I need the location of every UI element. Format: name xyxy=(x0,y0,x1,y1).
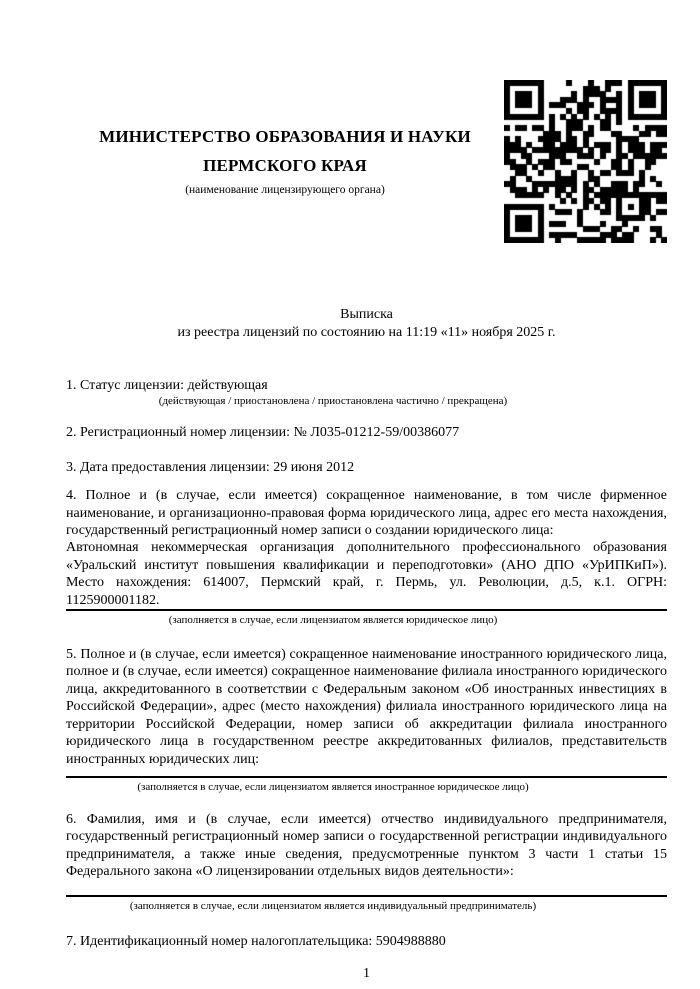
field-registration-number: 2. Регистрационный номер лицензии: № Л035-01212-59/00386077 xyxy=(66,425,460,441)
field-legal-entity-value: Автономная некоммерческая организация дополнительного профессионального образования «Уральский институт повышения квалификации и переподготовки» (АНО ДПО «УрИПКиП»). Место нахождения: 614007, Пермский край, г. Пермь, ул. Революции, д.5, к.1. ОГРН: 1125900001182. xyxy=(66,540,671,608)
authority-name-line2: ПЕРМСКОГО КРАЯ xyxy=(203,156,367,175)
field-foreign-entity-caption: (заполняется в случае, если лицензиатом является иностранное юридическое лицо) xyxy=(137,780,529,793)
authority-name-line1: МИНИСТЕРСТВО ОБРАЗОВАНИЯ И НАУКИ xyxy=(99,127,471,146)
document-title xyxy=(66,306,667,341)
document-title-line1: Выписка xyxy=(340,307,393,322)
authority-name-caption: (наименование лицензирующего органа) xyxy=(185,184,385,196)
field-legal-entity-label xyxy=(66,487,671,609)
field-taxpayer-number: 7. Идентификационный номер налогоплательщика: 5904988880 xyxy=(66,933,446,949)
field-foreign-entity-label: 5. Полное и (в случае, если имеется) сокращенное наименование иностранного юридического лица, полное и (в случае, если имеется) сокращенное наименование филиала иностранного юридического лица, аккредитованного в соответствии с Федеральным законом «Об иностранных инвестициях в Российской Федерации», адрес (место нахождения) филиала иностранного юридического лица на территории Российской Федерации, номер записи об аккредитации филиала иностранного юридического лица в государственном реестре аккредитованных филиалов, представительств иностранных юридических лиц: xyxy=(66,647,671,767)
licensing-authority-block xyxy=(66,80,504,197)
field-license-status-caption: (действующая / приостановлена / приостановлена частично / прекращена) xyxy=(158,395,508,408)
field-grant-date: 3. Дата предоставления лицензии: 29 июня 2012 xyxy=(66,459,355,475)
fill-line-entrepreneur xyxy=(66,895,667,897)
fill-line-foreign-entity xyxy=(66,776,667,778)
qr-code-icon xyxy=(504,80,667,243)
page-number: 1 xyxy=(363,965,370,981)
field-entrepreneur-label: 6. Фамилия, имя и (в случае, если имеется) отчество индивидуального предпринимателя, государственный регистрационный номер записи о государственной регистрации индивидуального предпринимателя, а также иные сведения, предусмотренные пунктом 3 части 1 статьи 15 Федерального закона «О лицензировании отдельных видов деятельности»: xyxy=(66,811,671,880)
document-title-line2: из реестра лицензий по состоянию на 11:19 «11» ноября 2025 г. xyxy=(177,324,556,340)
field-legal-entity-text: 4. Полное и (в случае, если имеется) сокращенное наименование, в том числе фирменное наименование, и организационно-правовая форма юридического лица, адрес его места нахождения, государственный регистрационный номер записи о создании юридического лица: xyxy=(66,488,671,539)
fill-line-legal-entity xyxy=(66,609,667,611)
document-header xyxy=(66,80,667,243)
field-entrepreneur-caption: (заполняется в случае, если лицензиатом является индивидуальный предприниматель) xyxy=(129,899,537,912)
field-license-status: 1. Статус лицензии: действующая xyxy=(66,378,268,393)
field-legal-entity-caption: (заполняется в случае, если лицензиатом является юридическое лицо) xyxy=(168,614,498,627)
licensing-authority-name xyxy=(66,122,504,180)
